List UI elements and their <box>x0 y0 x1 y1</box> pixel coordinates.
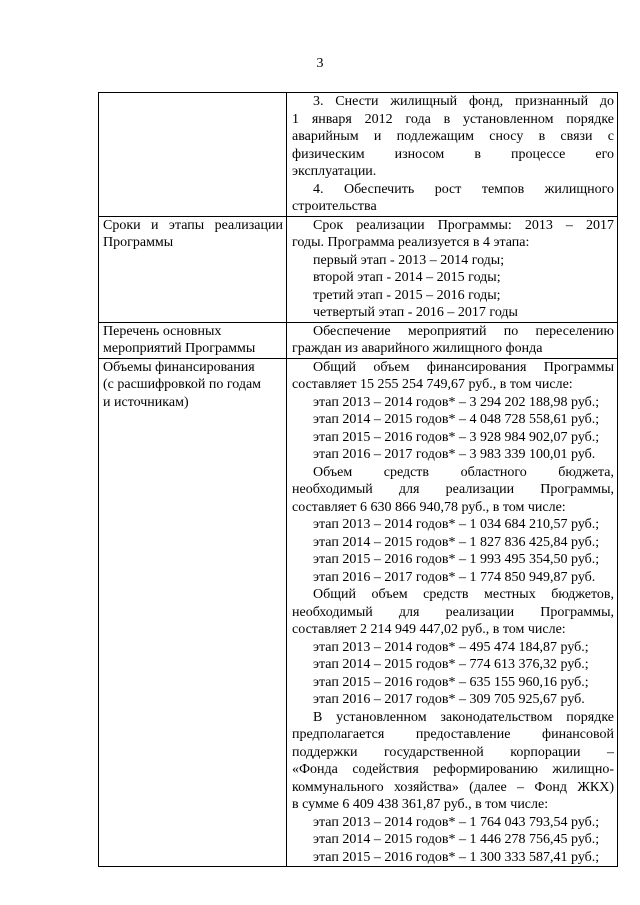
stage-item: третий этап - 2015 – 2016 годы; <box>313 287 501 303</box>
regional-stage-amount: этап 2015 – 2016 годов* – 1 993 495 354,50 руб.; <box>313 552 600 567</box>
fund-stage-amount: этап 2014 – 2015 годов* – 1 446 278 756,45 руб.; <box>313 832 600 847</box>
total-intro-line: составляет 15 255 254 749,67 руб., в том числе: <box>292 377 573 392</box>
total-stage-amount: этап 2013 – 2014 годов* – 3 294 202 188,98 руб.; <box>313 394 600 410</box>
goal-item-4-line: строительства <box>292 199 377 214</box>
period-line: годы. Программа реализуется в 4 этапа: <box>292 235 530 250</box>
local-stage-amount: этап 2014 – 2015 годов* – 774 613 376,32 руб.; <box>313 657 589 672</box>
stage-item: четвертый этап - 2016 – 2017 годы <box>313 305 518 320</box>
table-row-terms <box>99 216 618 322</box>
table-row-measures <box>99 322 618 358</box>
stage-item: второй этап - 2014 – 2015 годы; <box>313 270 501 285</box>
local-stage-amount: этап 2016 – 2017 годов* – 309 705 925,67 руб. <box>313 692 585 707</box>
fund-intro-line: «Фонда содействия реформированию жилищно- <box>292 762 614 777</box>
total-intro-line: Общий объем финансирования Программы <box>313 359 614 375</box>
label-line: Перечень основных <box>103 323 222 339</box>
local-stage-amount: этап 2015 – 2016 годов* – 635 155 960,16 руб.; <box>313 674 589 690</box>
local-intro-line: необходимый для реализации Программы, <box>292 604 614 620</box>
measures-cell <box>287 322 618 358</box>
local-intro-line: Общий объем средств местных бюджетов, <box>313 587 614 602</box>
table-row-financing <box>99 358 618 867</box>
goal-item-4-line: 4. Обеспечить рост темпов жилищного <box>313 181 614 197</box>
local-stage-amount: этап 2013 – 2014 годов* – 495 474 184,87 руб.; <box>313 639 589 655</box>
fund-intro-line: в сумме 6 409 438 361,87 руб., в том числе: <box>292 797 549 812</box>
fund-intro-line: В установленном законодательством порядке <box>313 709 614 725</box>
stage-item: первый этап - 2013 – 2014 годы; <box>313 252 505 268</box>
program-passport-table <box>98 92 618 867</box>
fund-intro-line: поддержки государственной корпорации – <box>292 744 614 760</box>
total-stage-amount: этап 2015 – 2016 годов* – 3 928 984 902,07 руб.; <box>313 429 600 445</box>
local-intro-line: составляет 2 214 949 447,02 руб., в том числе: <box>292 622 566 637</box>
label-line: Объемы финансирования <box>103 359 255 375</box>
page-number: 3 <box>316 56 324 71</box>
goal-item-3-line: физическим износом в процессе его <box>292 146 614 162</box>
regional-stage-amount: этап 2014 – 2015 годов* – 1 827 836 425,84 руб.; <box>313 534 600 550</box>
fund-intro-line: коммунального хозяйства» (далее – Фонд ЖКХ) <box>292 779 614 795</box>
row-label-financing <box>99 358 287 867</box>
fund-stage-amount: этап 2015 – 2016 годов* – 1 300 333 587,41 руб.; <box>313 849 600 865</box>
goals-cell <box>287 93 618 217</box>
table-row-goals <box>99 93 618 217</box>
financing-cell <box>287 358 618 867</box>
row-label-measures <box>99 322 287 358</box>
measures-line: граждан из аварийного жилищного фонда <box>292 341 543 356</box>
goal-item-3-line: эксплуатации. <box>292 164 377 179</box>
regional-intro-line: составляет 6 630 866 940,78 руб., в том числе: <box>292 499 566 515</box>
regional-stage-amount: этап 2016 – 2017 годов* – 1 774 850 949,87 руб. <box>313 569 596 585</box>
label-line: и источникам) <box>103 394 189 410</box>
label-line: Программы <box>103 235 174 250</box>
label-line: (с расшифровкой по годам <box>103 377 262 392</box>
fund-intro-line: предполагается предоставление финансовой <box>292 727 614 742</box>
goal-item-3-line: аварийным и подлежащим сносу в связи с <box>292 129 614 144</box>
terms-cell <box>287 216 618 322</box>
row-label-terms <box>99 216 287 322</box>
goal-item-3-line: 1 января 2012 года в установленном порядке <box>292 111 614 127</box>
regional-intro-line: Объем средств областного бюджета, <box>313 464 614 480</box>
fund-stage-amount: этап 2013 – 2014 годов* – 1 764 043 793,54 руб.; <box>313 814 600 830</box>
total-stage-amount: этап 2014 – 2015 годов* – 4 048 728 558,61 руб.; <box>313 412 600 427</box>
regional-intro-line: необходимый для реализации Программы, <box>292 482 614 497</box>
total-stage-amount: этап 2016 – 2017 годов* – 3 983 339 100,01 руб. <box>313 447 596 462</box>
goal-item-3-line: 3. Снести жилищный фонд, признанный до <box>313 94 614 109</box>
period-line: Срок реализации Программы: 2013 – 2017 <box>313 217 614 233</box>
measures-line: Обеспечение мероприятий по переселению <box>313 323 614 339</box>
label-line: мероприятий Программы <box>103 341 256 356</box>
row-label-empty <box>99 93 287 217</box>
label-line: Сроки и этапы реализации <box>103 217 283 233</box>
regional-stage-amount: этап 2013 – 2014 годов* – 1 034 684 210,57 руб.; <box>313 517 600 532</box>
